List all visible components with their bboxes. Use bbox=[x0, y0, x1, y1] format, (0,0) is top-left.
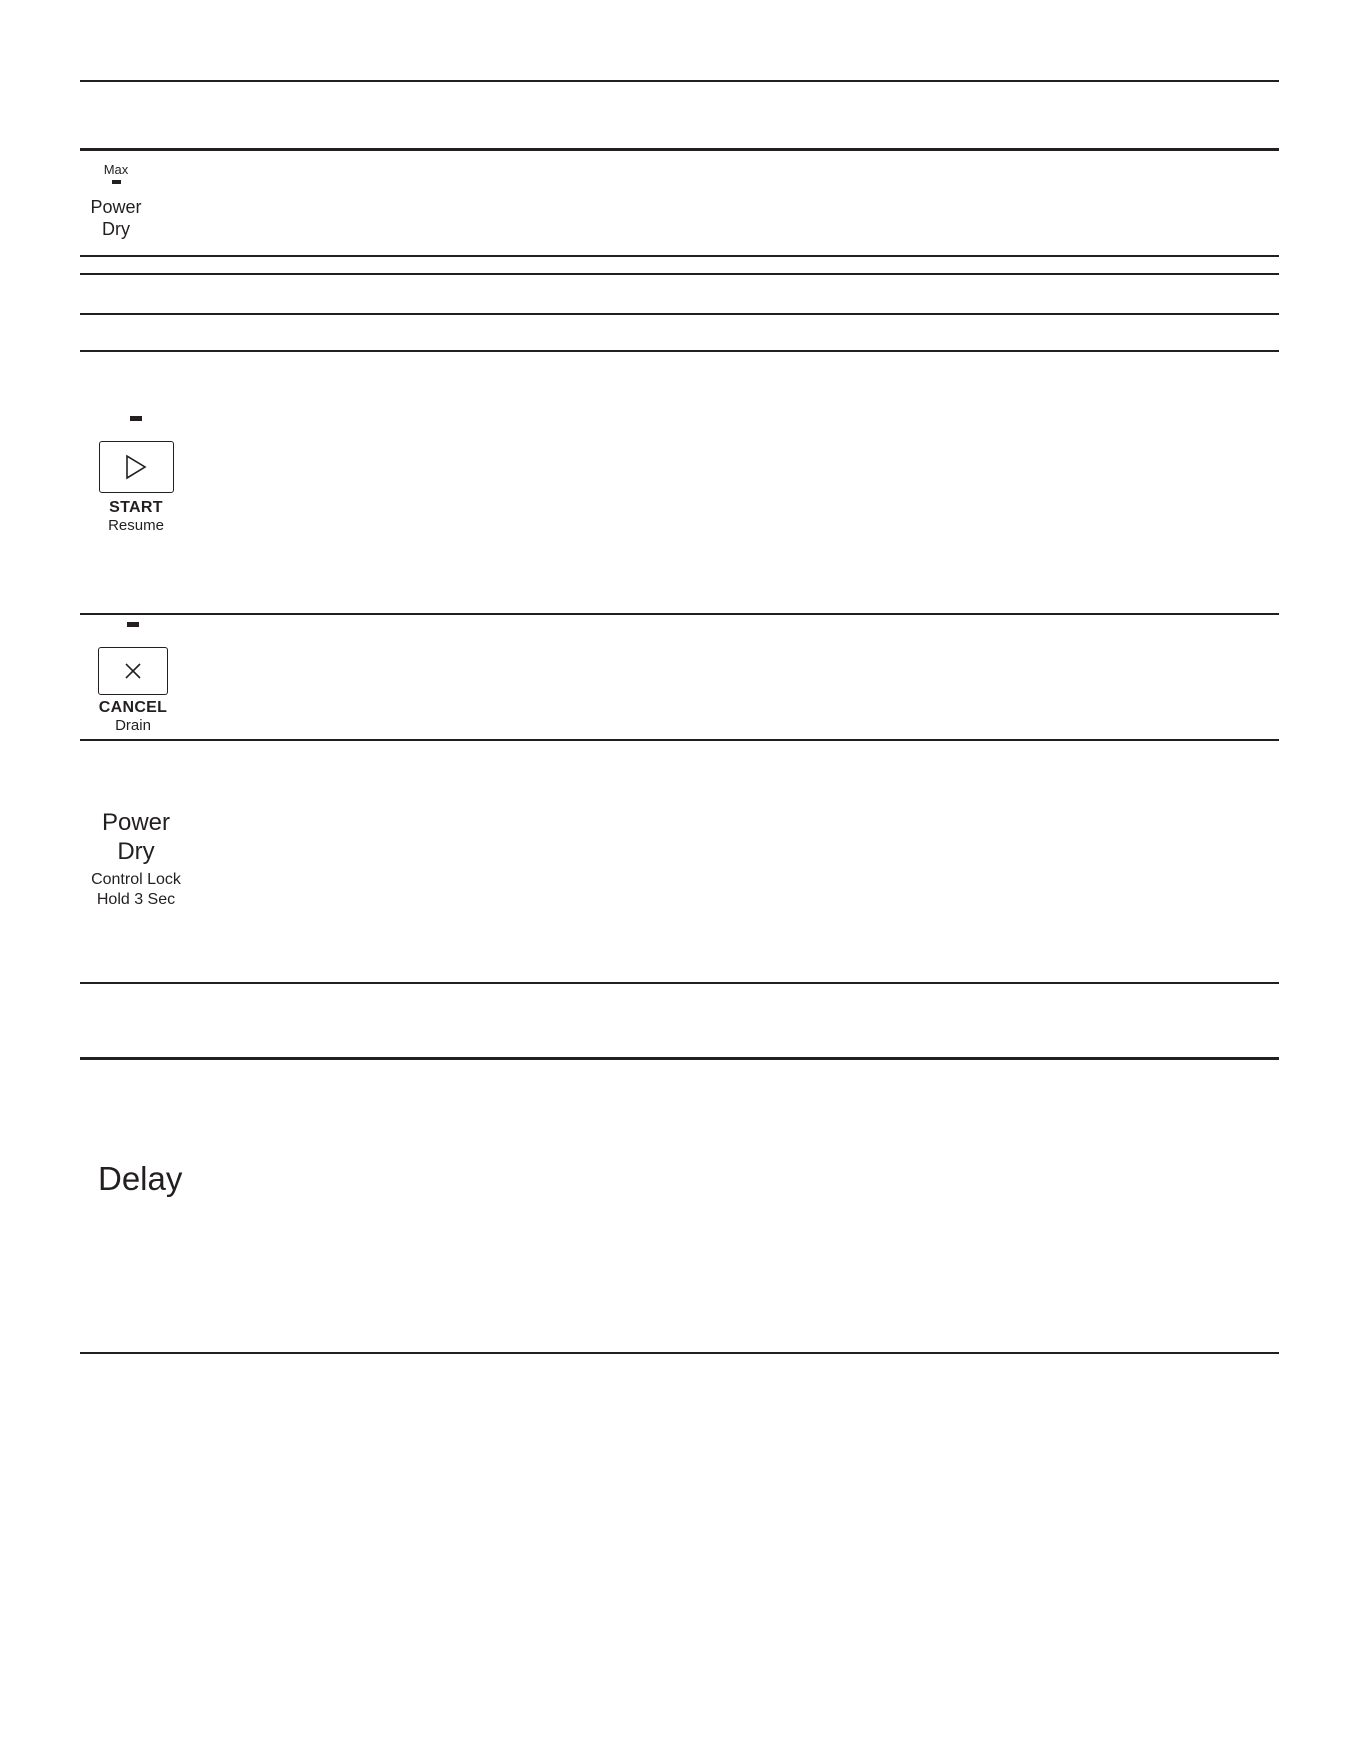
power-dry-lock-line1: Power bbox=[101, 809, 171, 836]
max-indicator-label: Max bbox=[103, 162, 129, 177]
led-indicator-icon bbox=[127, 622, 139, 627]
drain-label: Drain bbox=[115, 717, 151, 734]
cancel-key-box[interactable] bbox=[98, 647, 168, 695]
power-dry-max-button[interactable] bbox=[82, 162, 150, 240]
power-dry-lock-line2: Dry bbox=[117, 838, 155, 865]
rule-top bbox=[80, 80, 1279, 82]
rule-3 bbox=[80, 255, 1279, 257]
rule-11 bbox=[80, 1352, 1279, 1354]
power-dry-control-lock-button[interactable] bbox=[72, 808, 200, 910]
delay-label: Delay bbox=[98, 1160, 183, 1197]
close-icon bbox=[123, 661, 143, 681]
rule-2 bbox=[80, 148, 1279, 151]
rule-9 bbox=[80, 982, 1279, 984]
rule-10 bbox=[80, 1057, 1279, 1060]
led-indicator-icon bbox=[130, 416, 142, 421]
start-label: START bbox=[109, 499, 163, 516]
hold-3-sec-label: Hold 3 Sec bbox=[96, 891, 176, 908]
start-resume-button[interactable] bbox=[92, 416, 180, 534]
rule-5 bbox=[80, 313, 1279, 315]
power-dry-label-line1: Power bbox=[90, 197, 142, 217]
control-lock-label: Control Lock bbox=[91, 871, 181, 888]
rule-6 bbox=[80, 350, 1279, 352]
play-icon bbox=[125, 454, 147, 480]
cancel-drain-button[interactable] bbox=[87, 622, 179, 734]
resume-label: Resume bbox=[108, 517, 164, 534]
led-indicator-icon bbox=[112, 180, 121, 184]
start-key-box[interactable] bbox=[99, 441, 174, 493]
cancel-label: CANCEL bbox=[98, 699, 168, 716]
rule-7 bbox=[80, 613, 1279, 615]
rule-8 bbox=[80, 739, 1279, 741]
delay-button[interactable] bbox=[98, 1160, 182, 1198]
power-dry-label-line2: Dry bbox=[102, 219, 130, 239]
rule-4 bbox=[80, 273, 1279, 275]
